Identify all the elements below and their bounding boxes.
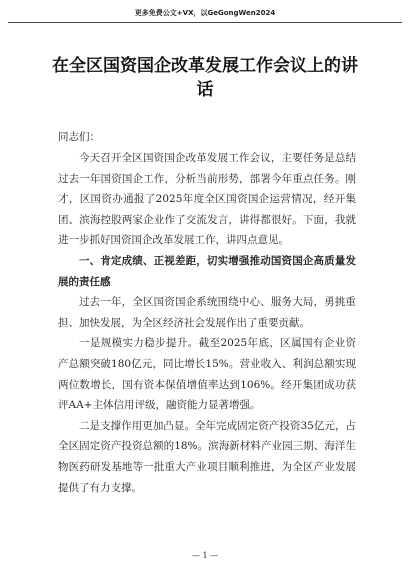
document-body [58, 148, 356, 498]
section-paragraph-3: 二是支撑作用更加凸显。全年完成固定资产投资35亿元，占全区固定资产投资总额的18%。滨海新材料产业园三期、海洋生物医药研发基地等一批重大产业项目顺利推进，为全区产业发展提供了有力支撑。 [58, 419, 356, 494]
salutation: 同志们： [58, 131, 100, 143]
header-divider [8, 22, 402, 23]
document-title: 在全区国资国企改革发展工作会议上的讲话 [52, 56, 358, 100]
page-number: — 1 — [191, 551, 219, 560]
intro-paragraph: 今天召开全区国资国企改革发展工作会议，主要任务是总结过去一年国资国企工作，分析当前形势，部署今年重点任务。刚才，区国资办通报了2025年度全区国资国企运营情况，经开集团、滨海控股两家企业作了交流发言，讲得都很好。下面，我就进一步抓好国资国企改革发展工作，讲四点意见。 [58, 152, 356, 247]
header-promo-note: 更多免费公文+VX，以GeGongWen2024 [134, 9, 276, 17]
section-heading-1: 一、肯定成绩、正视差距，切实增强推动国资国企高质量发展的责任感 [58, 254, 356, 288]
section-paragraph-2: 一是规模实力稳步提升。截至2025年底，区属国有企业资产总额突破180亿元，同比增长15%。营业收入、利润总额实现两位数增长，国有资本保值增值率达到106%。经开集团成功获评AA+主体信用评级，融资能力显著增强。 [58, 337, 356, 412]
section-paragraph-1: 过去一年，全区国资国企系统围绕中心、服务大局，勇挑重担、加快发展，为全区经济社会发展作出了重要贡献。 [58, 296, 356, 329]
